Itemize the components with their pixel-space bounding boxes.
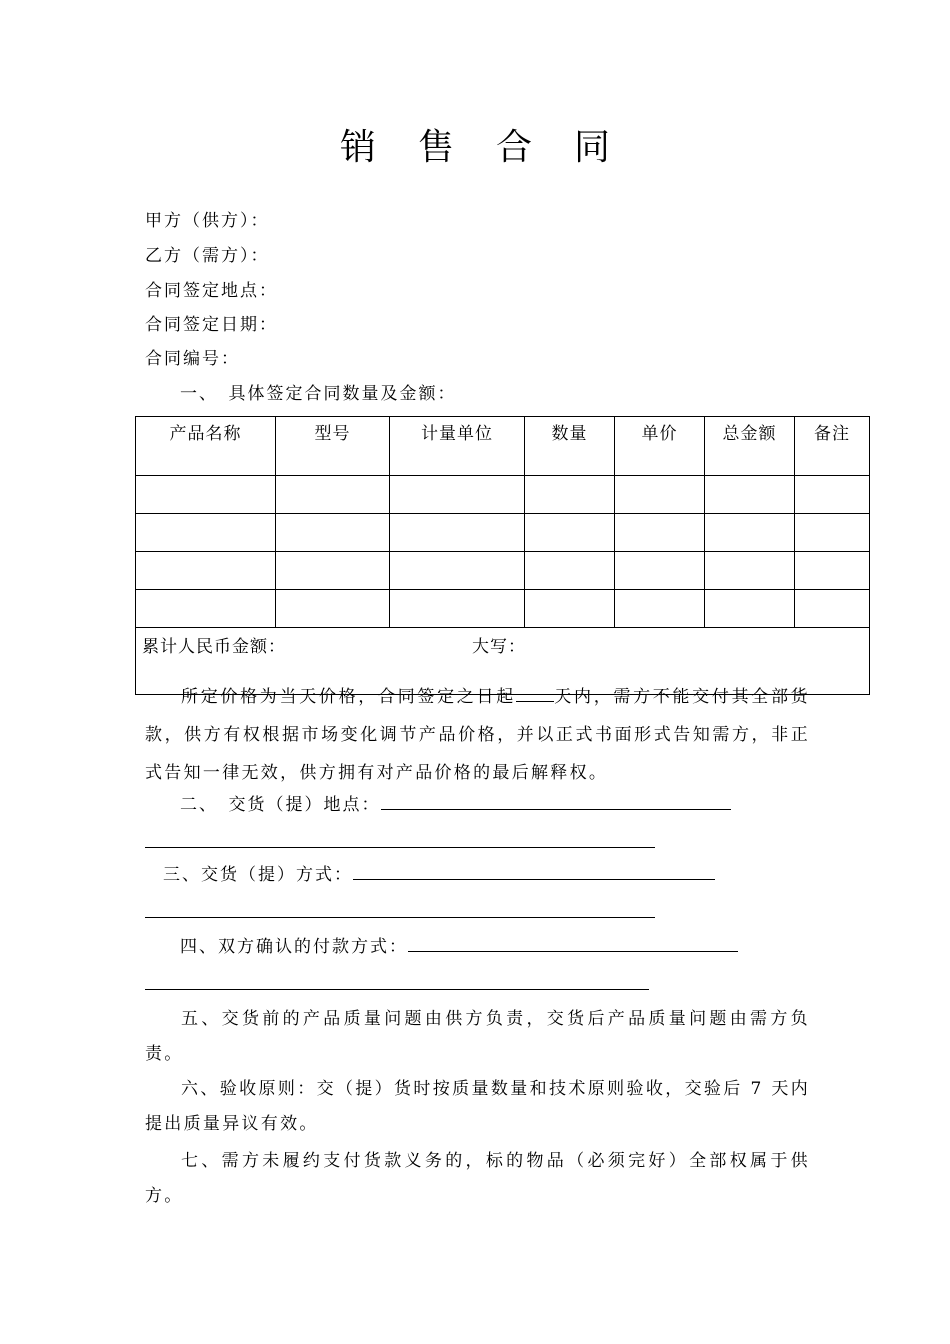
product-table: [135, 416, 870, 695]
sign-place-field: 合同签定地点：: [145, 281, 278, 301]
party-a-field: 甲方（供方）：: [145, 211, 270, 231]
table-cell[interactable]: [390, 514, 525, 552]
table-cell[interactable]: [615, 552, 705, 590]
table-row: [136, 552, 870, 590]
contract-number-field: 合同编号：: [145, 349, 240, 369]
table-cell[interactable]: [795, 476, 870, 514]
table-cell[interactable]: [615, 590, 705, 628]
party-b-field: 乙方（需方）：: [145, 246, 270, 266]
table-header-row: [136, 417, 870, 476]
section-3-label: 三、交货（提）方式：: [163, 865, 353, 885]
table-cell[interactable]: [525, 552, 615, 590]
delivery-place-blank[interactable]: [381, 795, 731, 810]
table-cell[interactable]: [795, 514, 870, 552]
column-header: 备注: [795, 417, 870, 476]
price-clause-part1: 所定价格为当天价格，合同签定之日起: [181, 687, 516, 707]
section-4-label: 四、双方确认的付款方式：: [180, 937, 408, 957]
column-header: 数量: [525, 417, 615, 476]
column-header: 单价: [615, 417, 705, 476]
table-cell[interactable]: [390, 552, 525, 590]
payment-method-blank-line[interactable]: [145, 989, 649, 990]
days-blank[interactable]: [516, 687, 554, 702]
delivery-method-blank-line[interactable]: [145, 917, 655, 918]
column-header: 产品名称: [136, 417, 276, 476]
section-6: 六、验收原则：交（提）货时按质量数量和技术原则验收，交验后 7 天内提出质量异议有效。: [145, 1079, 810, 1134]
section-1-heading: 一、 具体签定合同数量及金额：: [180, 384, 457, 404]
table-cell[interactable]: [136, 590, 276, 628]
table-cell[interactable]: [615, 476, 705, 514]
table-cell[interactable]: [525, 590, 615, 628]
sign-date-field: 合同签定日期：: [145, 315, 278, 335]
capital-amount-label: 大写：: [472, 637, 526, 657]
delivery-method-blank[interactable]: [353, 865, 715, 880]
payment-method-blank[interactable]: [408, 937, 738, 952]
section-4: [180, 936, 738, 958]
delivery-place-blank-line[interactable]: [145, 847, 655, 848]
table-cell[interactable]: [615, 514, 705, 552]
table-cell[interactable]: [795, 590, 870, 628]
section-2-label: 二、 交货（提）地点：: [180, 795, 381, 815]
table-cell[interactable]: [276, 590, 390, 628]
table-cell[interactable]: [705, 476, 795, 514]
table-row: [136, 590, 870, 628]
table-cell[interactable]: [525, 476, 615, 514]
column-header: 计量单位: [390, 417, 525, 476]
table-cell[interactable]: [136, 476, 276, 514]
document-title: 销售合同: [339, 127, 652, 168]
total-amount-label: 累计人民币金额：: [142, 637, 286, 657]
price-clause-part2: 天内，需方不能交付其全部货款，供方有权根据市场变化调节产品价格，并以正式书面形式告知需方，非正式告知一律无效，供方拥有对产品价格的最后解释权。: [145, 687, 810, 783]
column-header: 型号: [276, 417, 390, 476]
table-cell[interactable]: [136, 514, 276, 552]
table-cell[interactable]: [525, 514, 615, 552]
column-header: 总金额: [705, 417, 795, 476]
section-2: [180, 794, 731, 816]
table-cell[interactable]: [136, 552, 276, 590]
table-row: [136, 476, 870, 514]
table-cell[interactable]: [276, 552, 390, 590]
section-5: 五、交货前的产品质量问题由供方负责，交货后产品质量问题由需方负责。: [145, 1009, 810, 1064]
section-3: [163, 864, 715, 886]
table-cell[interactable]: [705, 590, 795, 628]
table-cell[interactable]: [390, 590, 525, 628]
table-cell[interactable]: [276, 476, 390, 514]
table-cell[interactable]: [705, 552, 795, 590]
table-cell[interactable]: [276, 514, 390, 552]
section-7: 七、需方未履约支付货款义务的，标的物品（必须完好）全部权属于供方。: [145, 1151, 810, 1206]
table-row: [136, 514, 870, 552]
table-cell[interactable]: [795, 552, 870, 590]
table-cell[interactable]: [705, 514, 795, 552]
table-cell[interactable]: [390, 476, 525, 514]
price-clause: [145, 678, 810, 792]
